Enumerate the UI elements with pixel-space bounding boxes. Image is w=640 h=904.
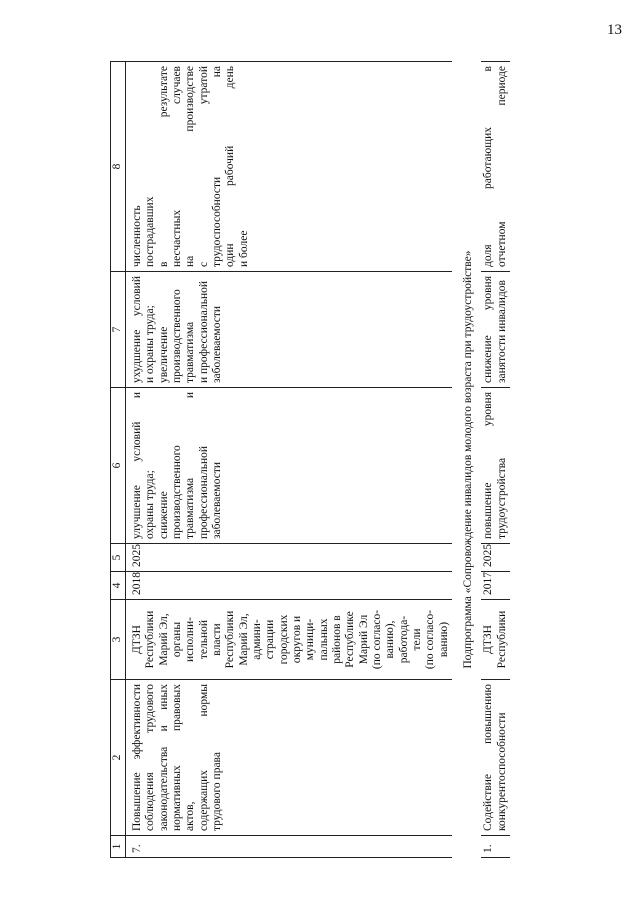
start-year: 2017 bbox=[481, 572, 510, 600]
executor-line: тельной bbox=[197, 619, 210, 660]
consequence-line: заболеваемости bbox=[210, 305, 223, 383]
col-header-5: 5 bbox=[111, 544, 126, 572]
measure-line: Повышение эффективности bbox=[131, 684, 143, 831]
indicator-line: доля работающих в bbox=[482, 66, 495, 267]
result-line: улучшение условий и bbox=[131, 392, 143, 539]
result-cell bbox=[481, 388, 510, 544]
indicator-line: и более bbox=[237, 230, 250, 267]
result-line: трудоустройства bbox=[495, 457, 508, 539]
executor-line: Марий Эл bbox=[357, 614, 370, 665]
result-line: охраны труда; bbox=[144, 470, 157, 539]
executor-line: муници- bbox=[304, 618, 317, 661]
result-line: повышение уровня bbox=[482, 392, 495, 539]
column-number-row bbox=[111, 62, 126, 858]
measures-table bbox=[110, 61, 510, 858]
consequence-line: ухудшение условий bbox=[131, 276, 143, 383]
result-cell bbox=[126, 388, 452, 544]
row-number: 1. bbox=[481, 836, 510, 858]
executor-line: ванию) bbox=[437, 621, 450, 658]
measure-line: конкурентоспособности bbox=[495, 712, 508, 831]
table-row bbox=[481, 62, 510, 858]
subprogram-row bbox=[452, 62, 481, 858]
consequence-cell bbox=[481, 272, 510, 388]
col-header-2: 2 bbox=[111, 680, 126, 836]
measure-line: трудового права bbox=[210, 752, 223, 831]
result-line: травматизма и bbox=[184, 392, 197, 539]
result-line: заболеваемости bbox=[210, 461, 223, 539]
executor-line: (по согласо- bbox=[370, 609, 383, 670]
measure-line: содержащих нормы bbox=[197, 684, 210, 831]
measure-line: соблюдения трудового bbox=[144, 684, 157, 831]
measure-line: Содействие повышению bbox=[482, 684, 495, 831]
measure-line: законодательства и иных bbox=[157, 684, 170, 831]
row-number: 7. bbox=[126, 836, 452, 858]
indicator-cell bbox=[126, 62, 452, 272]
result-line: производственного bbox=[170, 445, 183, 539]
executor-line: исполни- bbox=[184, 617, 197, 662]
executor-line: городских bbox=[277, 614, 290, 665]
executor-line: округов и bbox=[290, 615, 303, 664]
col-header-1: 1 bbox=[111, 836, 126, 858]
col-header-6: 6 bbox=[111, 388, 126, 544]
executor-line: страции bbox=[264, 619, 277, 660]
consequence-line: и охраны труда; bbox=[144, 305, 157, 383]
col-header-4: 4 bbox=[111, 572, 126, 600]
table-row bbox=[126, 62, 452, 858]
consequence-line: снижение уровня bbox=[482, 276, 495, 383]
indicator-line: несчастных случаев bbox=[170, 66, 183, 267]
indicator-line: один рабочий день bbox=[224, 66, 237, 267]
result-line: профессиональной bbox=[197, 445, 210, 539]
executor-line: органы bbox=[170, 621, 183, 658]
indicator-line: с утратой bbox=[197, 66, 210, 267]
executor-line: Марий Эл, bbox=[237, 613, 250, 666]
consequence-cell bbox=[126, 272, 452, 388]
page-number: 13 bbox=[607, 22, 622, 38]
consequence-line: и профессиональной bbox=[197, 280, 210, 383]
end-year: 2025 bbox=[126, 544, 452, 572]
executor-line: Республики bbox=[495, 610, 508, 669]
consequence-line: производственного bbox=[170, 289, 183, 383]
measure-line: нормативных правовых актов, bbox=[170, 684, 197, 831]
indicator-line: пострадавших bbox=[144, 196, 157, 267]
subprogram-title: Подпрограмма «Сопровождение инвалидов молодого возраста при трудоустройстве» bbox=[461, 250, 474, 669]
result-line: снижение bbox=[157, 491, 170, 539]
measure-cell bbox=[126, 680, 452, 836]
executor-cell bbox=[126, 600, 452, 680]
executor-cell bbox=[481, 600, 510, 680]
indicator-line: трудоспособности на bbox=[210, 66, 223, 267]
executor-line: тели bbox=[410, 628, 423, 651]
executor-line: районов в bbox=[330, 615, 343, 664]
consequence-line: травматизма bbox=[184, 321, 197, 383]
executor-line: (по согласо- bbox=[424, 609, 437, 670]
executor-line: Республики bbox=[224, 610, 237, 669]
executor-line: ДТЗН bbox=[482, 625, 495, 654]
executor-line: Марий Эл, bbox=[157, 613, 170, 666]
executor-line: работода- bbox=[397, 615, 410, 664]
col-header-7: 7 bbox=[111, 272, 126, 388]
executor-line: Республики bbox=[144, 610, 157, 669]
col-header-8: 8 bbox=[111, 62, 126, 272]
indicator-line: численность bbox=[131, 205, 143, 267]
indicator-line: отчетном периоде bbox=[495, 66, 508, 267]
indicator-cell bbox=[481, 62, 510, 272]
indicator-line: на производстве bbox=[184, 66, 197, 267]
executor-line: админи- bbox=[250, 619, 263, 660]
rotated-page-content bbox=[110, 62, 580, 858]
end-year: 2025 bbox=[481, 544, 510, 572]
start-year: 2018 bbox=[126, 572, 452, 600]
executor-line: власти bbox=[210, 623, 223, 656]
executor-line: ванию), bbox=[384, 620, 397, 659]
executor-line: пальных bbox=[317, 618, 330, 661]
col-header-3: 3 bbox=[111, 600, 126, 680]
indicator-line: в результате bbox=[157, 66, 170, 267]
executor-line: Республике bbox=[344, 611, 357, 668]
consequence-line: занятости инвалидов bbox=[495, 280, 508, 383]
executor-line: ДТЗН bbox=[131, 625, 143, 654]
consequence-line: увеличение bbox=[157, 326, 170, 383]
measure-cell bbox=[481, 680, 510, 836]
